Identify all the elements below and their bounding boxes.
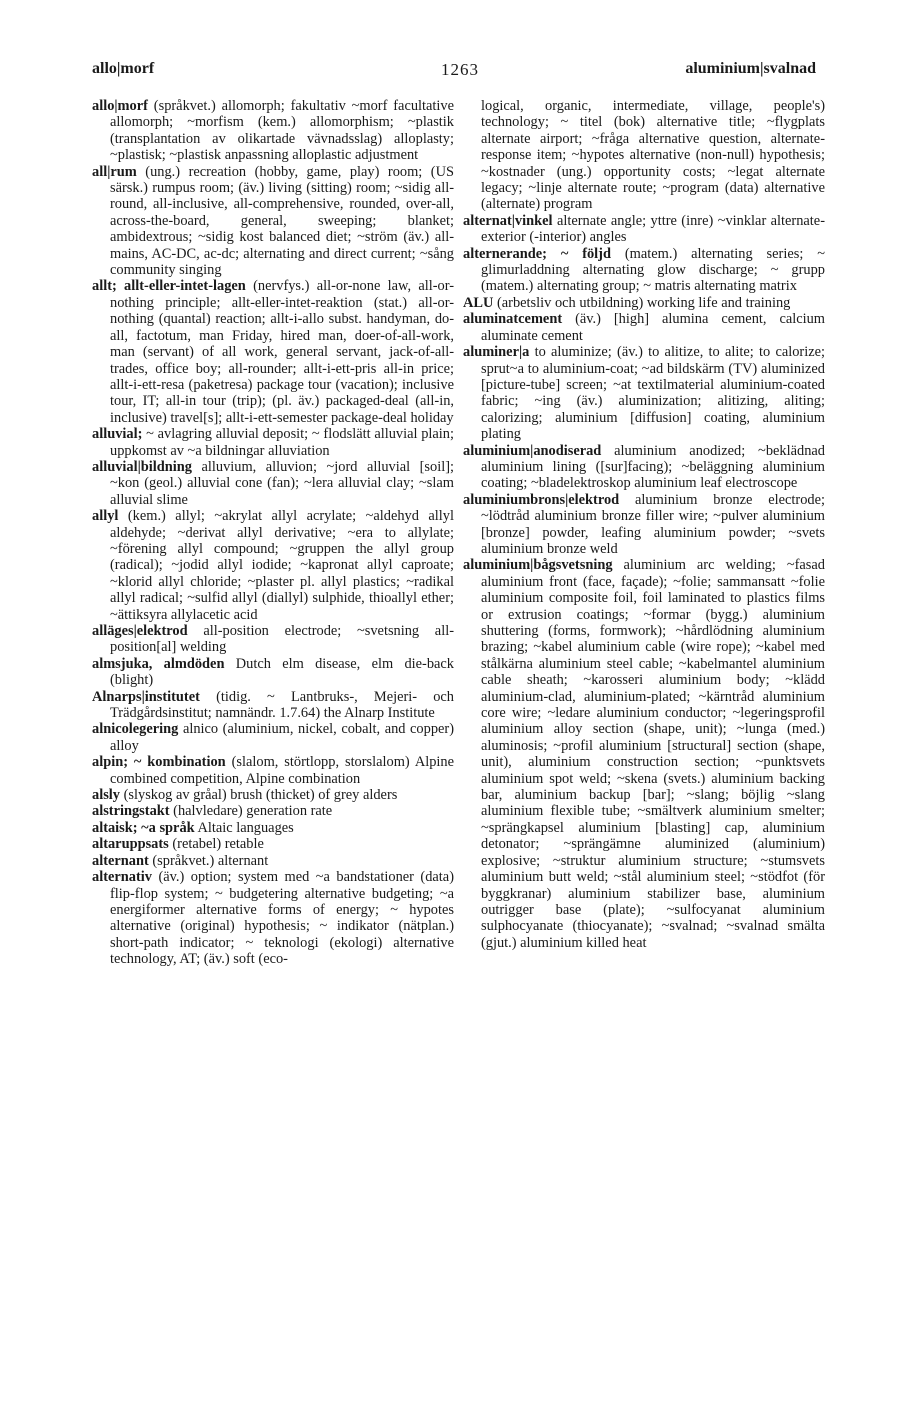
dictionary-entry <box>463 344 825 442</box>
entry-text: (matem.) alternating series; ~ glimurladdning alternating glow discharge; ~ grupp (matem.) alternating group; ~ matris alternating matrix <box>481 245 825 295</box>
running-head-right: aluminium|svalnad <box>685 60 816 77</box>
entry-text: all-position electrode; ~svetsning all-position[al] welding <box>110 623 454 656</box>
dictionary-entry <box>92 98 454 164</box>
entry-headword: alternant <box>92 852 149 869</box>
entry-headword: alternat|vinkel <box>463 212 553 229</box>
entry-text: (retabel) retable <box>172 836 264 853</box>
entry-headword: allt; allt-eller-intet-lagen <box>92 278 246 295</box>
right-column <box>463 98 825 951</box>
dictionary-entry <box>92 164 454 279</box>
dictionary-entry <box>463 295 825 311</box>
dictionary-entry <box>92 459 454 508</box>
dictionary-entry <box>463 557 825 951</box>
entry-text: alluvium, alluvion; ~jord alluvial [soil]; ~kon (geol.) alluvial cone (fan); ~lera alluvial clay; ~slam alluvial slime <box>110 458 454 508</box>
entry-headword: alnicolegering <box>92 721 179 738</box>
entry-headword: alläges|elektrod <box>92 623 188 639</box>
entry-text: (språkvet.) allomorph; fakultativ ~morf facultative allomorph; ~morfism (kem.) allomorphism; ~plastik (transplantation av olikartade vävnadsslag) alloplasty; ~plastisk; ~plastisk anpassning alloplastic adjustment <box>110 98 454 164</box>
entry-text: (språkvet.) alternant <box>152 852 269 869</box>
entry-text: ~ avlagring alluvial deposit; ~ flodslätt alluvial plain; uppkomst av ~a bildningar alluviation <box>110 426 454 459</box>
entry-text: (äv.) [high] alumina cement, calcium aluminate cement <box>481 311 825 344</box>
entry-text: (äv.) option; system med ~a bandstationer (data) flip-flop system; ~ budgetering alternative budgeting; ~a energiformer alternative forms of energy; ~ hypotes alternative (original) hypothesis; ~ indikator (nätplan.) short-path indicator; ~ teknologi (ekologi) alternative technology, AT; (äv.) soft (eco- <box>110 869 454 968</box>
entry-text: (slalom, störtlopp, storslalom) Alpine combined competition, Alpine combination <box>110 754 454 787</box>
dictionary-entry <box>463 311 825 344</box>
entry-headword: alluvial; <box>92 426 143 443</box>
page-number: 1263 <box>441 60 479 79</box>
left-column <box>92 98 454 968</box>
entry-headword: aluminer|a <box>463 344 530 361</box>
dictionary-entry <box>92 820 454 836</box>
dictionary-entry <box>463 98 825 213</box>
entry-headword: alluvial|bildning <box>92 458 192 475</box>
entry-text: (halvledare) generation rate <box>173 803 333 820</box>
dictionary-entry <box>92 623 454 656</box>
entry-headword: almsjuka, almdöden <box>92 655 225 672</box>
entry-headword: ALU <box>463 294 494 311</box>
dictionary-entry <box>92 656 454 689</box>
entry-headword: altaisk; ~a språk <box>92 819 195 836</box>
dictionary-entry <box>92 689 454 722</box>
dictionary-entry <box>92 836 454 852</box>
entry-text: (ung.) recreation (hobby, game, play) room; (US särsk.) rumpus room; (äv.) living (sitting) room; ~sidig all-round, all-inclusive, all-comprehensive, rounded, over-all, across-the-board, general, sweeping; blanket; ambidextrous; ~sidig kost balanced diet; ~ström (äv.) all-mains, AC-DC, ac-dc; alternating and direct current; ~sång community singing <box>110 163 454 279</box>
entry-headword: aluminium|anodiserad <box>463 442 602 459</box>
entry-headword: alternerande; ~ följd <box>463 245 611 262</box>
entry-text: logical, organic, intermediate, village, people's) technology; ~ titel (bok) alternative title; ~flygplats alternate airport; ~fråga alternative question, alternate-response item; ~hypotes alternative (non-null) hypothesis; ~kostnader (ung.) opportunity costs; ~legat alternate legacy; ~linje alternate route; ~program (data) alternative (alternate) program <box>481 98 825 213</box>
entry-text: alnico (aluminium, nickel, cobalt, and copper) alloy <box>110 721 454 754</box>
entry-text: Dutch elm disease, elm die-back (blight) <box>110 655 454 689</box>
entry-text: alternate angle; yttre (inre) ~vinklar alternate-exterior (-interior) angles <box>481 212 825 246</box>
dictionary-entry <box>92 803 454 819</box>
running-head-left: allo|morf <box>92 60 155 77</box>
dictionary-entry <box>463 213 825 246</box>
entry-headword: allo|morf <box>92 98 148 114</box>
dictionary-entry <box>92 853 454 869</box>
entry-text: Altaic languages <box>197 819 294 836</box>
dictionary-entry <box>463 443 825 492</box>
entry-headword: alstringstakt <box>92 803 170 820</box>
dictionary-entry <box>92 426 454 459</box>
dictionary-entry <box>463 492 825 558</box>
dictionary-entry <box>92 508 454 623</box>
entry-text: (tidig. ~ Lantbruks-, Mejeri- och Trädgårdsinstitut; namnändr. 1.7.64) the Alnarp Institute <box>110 688 454 722</box>
entry-text: (slyskog av gråal) brush (thicket) of grey alders <box>123 787 398 804</box>
entry-headword: alsly <box>92 787 120 804</box>
entry-headword: all|rum <box>92 163 137 180</box>
dictionary-entry <box>92 278 454 426</box>
entry-text: (arbetsliv och utbildning) working life and training <box>497 294 791 311</box>
entry-headword: aluminiumbrons|elektrod <box>463 491 620 508</box>
entry-headword: allyl <box>92 508 119 525</box>
dictionary-entry <box>463 246 825 295</box>
entry-text: aluminium anodized; ~beklädnad aluminium lining ([sur]facing); ~beläggning aluminium coating; ~bladelektroskop aluminium leaf electroscope <box>481 442 825 492</box>
entry-headword: altaruppsats <box>92 836 169 853</box>
entry-headword: aluminatcement <box>463 311 563 328</box>
entry-headword: alternativ <box>92 869 152 886</box>
entry-headword: aluminium|bågsvetsning <box>463 557 613 574</box>
entry-text: (kem.) allyl; ~akrylat allyl acrylate; ~aldehyd allyl aldehyde; ~derivat allyl derivative; ~era to allylate; ~förening allyl compound; ~gruppen the allyl group (radical); ~jodid allyl iodide; ~kapronat allyl caproate; ~klorid allyl chloride; ~plaster pl. allyl plastics; ~radikal allyl radical; ~sulfid allyl (diallyl) sulphide, thioallyl ether; ~ättiksyra allylacetic acid <box>110 508 454 623</box>
entry-headword: Alnarps|institutet <box>92 688 200 705</box>
dictionary-entry <box>92 754 454 787</box>
dictionary-entry <box>92 787 454 803</box>
entry-text: (nervfys.) all-or-none law, all-or-nothing principle; allt-eller-intet-reaktion (stat.) all-or-nothing (quantal) reaction; allt-i-allo subst. handyman, do-all, factotum, man Friday, hired man, doer-of-all-work, man (servant) of all work, general servant, jack-of-all-trades, office boy; all-rounder; allt-i-ett-pris all-in price; allt-i-ett-resa (paketresa) package tour (vacation); inclusive tour, IT; all-in tour (trip); (pl. äv.) packaged-deal (all-in, inclusive) travel[s]; allt-i-ett-semester package-deal holiday <box>110 278 454 426</box>
entry-text: aluminium arc welding; ~fasad aluminium front (face, façade); ~folie; sammansatt ~folie aluminium composite foil, foil laminated to plastics films or extrusion coatings; ~formar (bygg.) aluminium shuttering (forms, formwork); ~hårdlödning aluminium brazing; ~kabel aluminium cable (wire rope); ~kabel med stålkärna aluminium steel cable; ~kabelmantel aluminium cable sheath; ~karosseri aluminium body; ~klädd aluminium-clad, aluminium-plated; ~kärntråd aluminium core wire; ~ledare aluminium conductor; ~legeringsprofil aluminium alloy section (shape, unit); ~lunga (med.) aluminosis; ~profil aluminium [structural] section (shape, unit), aluminium construction section; ~punktsvets aluminium spot weld; ~skena (svets.) aluminium backing bar, aluminium backup [bar]; ~slang; böjlig ~slang aluminium flexible tube; ~smältverk aluminium smelter; ~sprängkapsel aluminium [blasting] cap, aluminium detonator; ~sprängämne aluminized (aluminium) explosive; ~struktur aluminium structure; ~stumsvets aluminium butt weld; ~stål aluminium steel; ~stödfot (för byggkranar) aluminium stabilizer base, aluminium outrigger base (plate); ~sulfocyanat aluminium sulphocyanate (thiocyanate); ~svalnad; ~svalnad smälta (gjut.) aluminium killed heat <box>481 557 825 951</box>
dictionary-entry <box>92 721 454 754</box>
entry-text: to aluminize; (äv.) to alitize, to alite; to calorize; sprut~a to aluminium-coat; ~ad bildskärm (TV) aluminized [picture-tube] screen; ~at textilmaterial aluminium-coated fabric; ~ing (äv.) aluminization; alitizing, aliting; calorizing; aluminium [diffusion] coating, aluminium plating <box>481 344 825 443</box>
entry-text: aluminium bronze electrode; ~lödtråd aluminium bronze filler wire; ~pulver aluminium [bronze] powder, leafing aluminium powder; ~svets aluminium bronze weld <box>481 491 825 557</box>
entry-headword: alpin; ~ kombination <box>92 754 226 771</box>
dictionary-entry <box>92 869 454 967</box>
